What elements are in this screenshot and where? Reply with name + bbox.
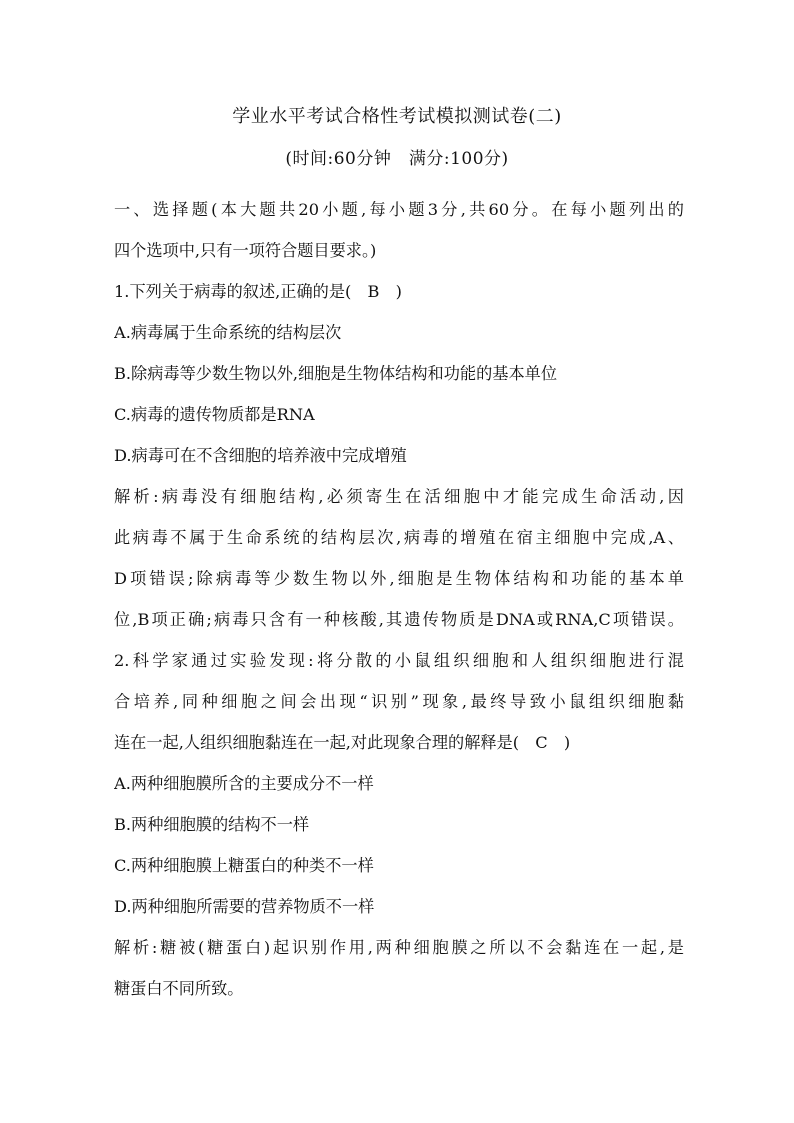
option-a: A.病毒属于生命系统的结构层次 <box>114 323 342 342</box>
section-heading <box>114 189 684 271</box>
option-c: C.病毒的遗传物质都是RNA <box>114 405 315 424</box>
option-d: D.病毒可在不含细胞的培养液中完成增殖 <box>114 446 407 465</box>
analysis-line: 此病毒不属于生命系统的结构层次,病毒的增殖在宿主细胞中完成,A、 <box>114 528 684 547</box>
question-1 <box>114 271 684 640</box>
analysis <box>114 476 684 640</box>
analysis-line: D项错误;除病毒等少数生物以外,细胞是生物体结构和功能的基本单 <box>114 569 684 588</box>
question-stem: 2.科学家通过实验发现:将分散的小鼠组织细胞和人组织细胞进行混 <box>114 651 684 670</box>
option-a: A.两种细胞膜所含的主要成分不一样 <box>114 774 374 793</box>
section-heading-line: 四个选项中,只有一项符合题目要求。) <box>114 241 377 260</box>
exam-body <box>114 189 684 1009</box>
analysis <box>114 927 684 1009</box>
option-b: B.两种细胞膜的结构不一样 <box>114 815 310 834</box>
analysis-line: 解析:病毒没有细胞结构,必须寄生在活细胞中才能完成生命活动,因 <box>114 487 684 506</box>
analysis-line: 糖蛋白不同所致。 <box>114 979 244 998</box>
question-stem: 合培养,同种细胞之间会出现“识别”现象,最终导致小鼠组织细胞黏 <box>114 692 684 711</box>
option-b: B.除病毒等少数生物以外,细胞是生物体结构和功能的基本单位 <box>114 364 558 383</box>
analysis-line: 位,B项正确;病毒只含有一种核酸,其遗传物质是DNA或RNA,C项错误。 <box>114 610 684 629</box>
option-d: D.两种细胞所需要的营养物质不一样 <box>114 897 375 916</box>
analysis-line: 解析:糖被(糖蛋白)起识别作用,两种细胞膜之所以不会黏连在一起,是 <box>114 938 684 957</box>
question-stem: 连在一起,人组织细胞黏连在一起,对此现象合理的解释是( C ) <box>114 733 571 752</box>
question-2 <box>114 640 684 1009</box>
section-heading-line: 一、选择题(本大题共20小题,每小题3分,共60分。在每小题列出的 <box>114 200 684 219</box>
exam-title: 学业水平考试合格性考试模拟测试卷(二) <box>232 106 562 127</box>
question-stem: 1.下列关于病毒的叙述,正确的是( B ) <box>114 282 402 301</box>
option-c: C.两种细胞膜上糖蛋白的种类不一样 <box>114 856 374 875</box>
exam-subtitle: (时间:60分钟 满分:100分) <box>285 149 509 169</box>
